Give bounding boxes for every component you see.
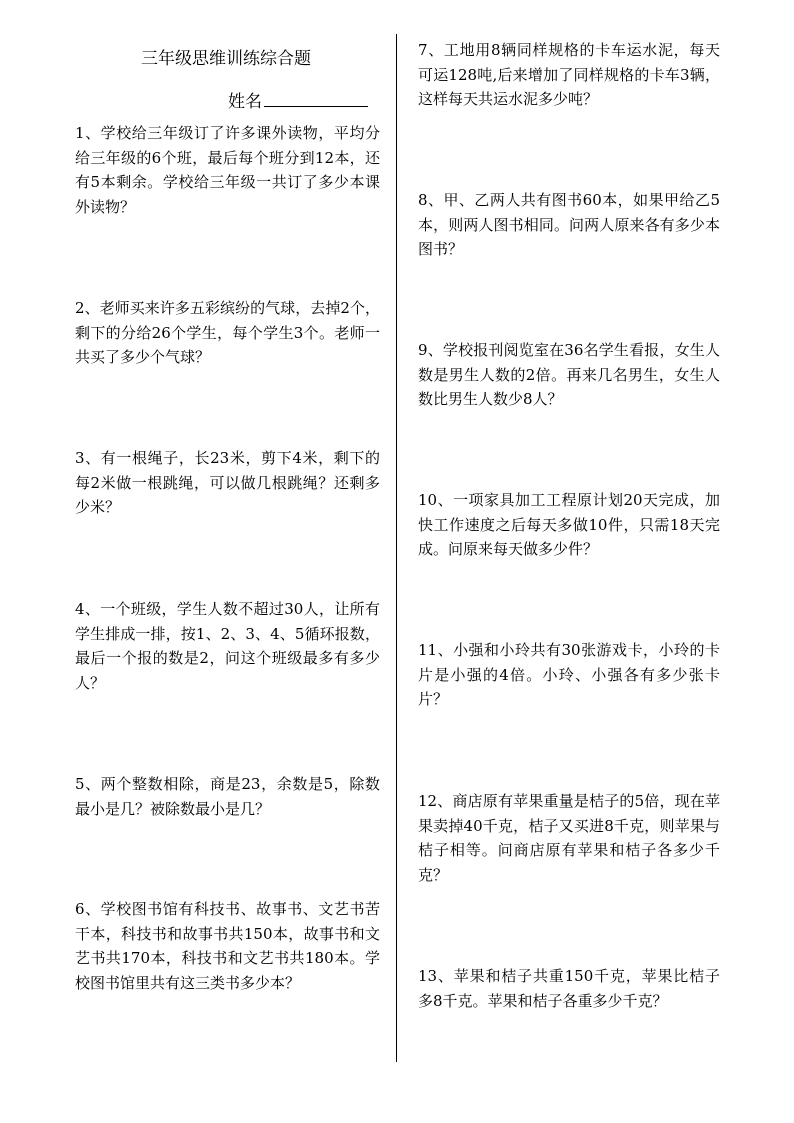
name-label: 姓名 bbox=[228, 92, 262, 112]
problem-12: 12、商店原有苹果重量是桔子的5倍，现在苹果卖掉40千克，桔子又买进8千克，则苹果与桔子相等。问商店原有苹果和桔子各多少千克？ bbox=[418, 792, 720, 884]
column-divider bbox=[396, 34, 397, 1062]
problem-9: 9、学校报刊阅览室在36名学生看报，女生人数是男生人数的2倍。再来几名男生，女生人数比男生人数少8人？ bbox=[418, 341, 720, 408]
page-title: 三年级思维训练综合题 bbox=[141, 49, 311, 69]
name-blank-line[interactable] bbox=[264, 89, 368, 107]
problem-2: 2、老师买来许多五彩缤纷的气球，去掉2个，剩下的分给26个学生，每个学生3个。老师一共买了多少个气球？ bbox=[75, 299, 380, 366]
problem-3: 3、有一根绳子，长23米，剪下4米，剩下的每2米做一根跳绳，可以做几根跳绳？还剩多少米？ bbox=[75, 449, 380, 516]
problem-8: 8、甲、乙两人共有图书60本，如果甲给乙5本，则两人图书相同。问两人原来各有多少本图书？ bbox=[418, 191, 720, 258]
name-field[interactable] bbox=[228, 89, 368, 114]
problem-11: 11、小强和小玲共有30张游戏卡，小玲的卡片是小强的4倍。小玲、小强各有多少张卡片？ bbox=[418, 641, 720, 708]
problem-1: 1、学校给三年级订了许多课外读物，平均分给三年级的6个班，最后每个班分到12本，还有5本剩余。学校给三年级一共订了多少本课外读物？ bbox=[75, 124, 380, 216]
problem-13: 13、苹果和桔子共重150千克，苹果比桔子多8千克。苹果和桔子各重多少千克？ bbox=[418, 967, 720, 1010]
problem-6: 6、学校图书馆有科技书、故事书、文艺书苦干本，科技书和故事书共150本，故事书和文艺书共170本，科技书和文艺书共180本。学校图书馆里共有这三类书多少本？ bbox=[75, 900, 380, 992]
problem-7: 7、工地用8辆同样规格的卡车运水泥，每天可运128吨,后来增加了同样规格的卡车3辆，这样每天共运水泥多少吨？ bbox=[418, 41, 720, 108]
problem-5: 5、两个整数相除，商是23，余数是5，除数最小是几？被除数最小是几？ bbox=[75, 775, 380, 818]
problem-4: 4、一个班级，学生人数不超过30人，让所有学生排成一排，按1、2、3、4、5循环报数，最后一个报的数是2，问这个班级最多有多少人？ bbox=[75, 600, 380, 692]
problem-10: 10、一项家具加工工程原计划20天完成，加快工作速度之后每天多做10件，只需18天完成。问原来每天做多少件？ bbox=[418, 491, 720, 558]
